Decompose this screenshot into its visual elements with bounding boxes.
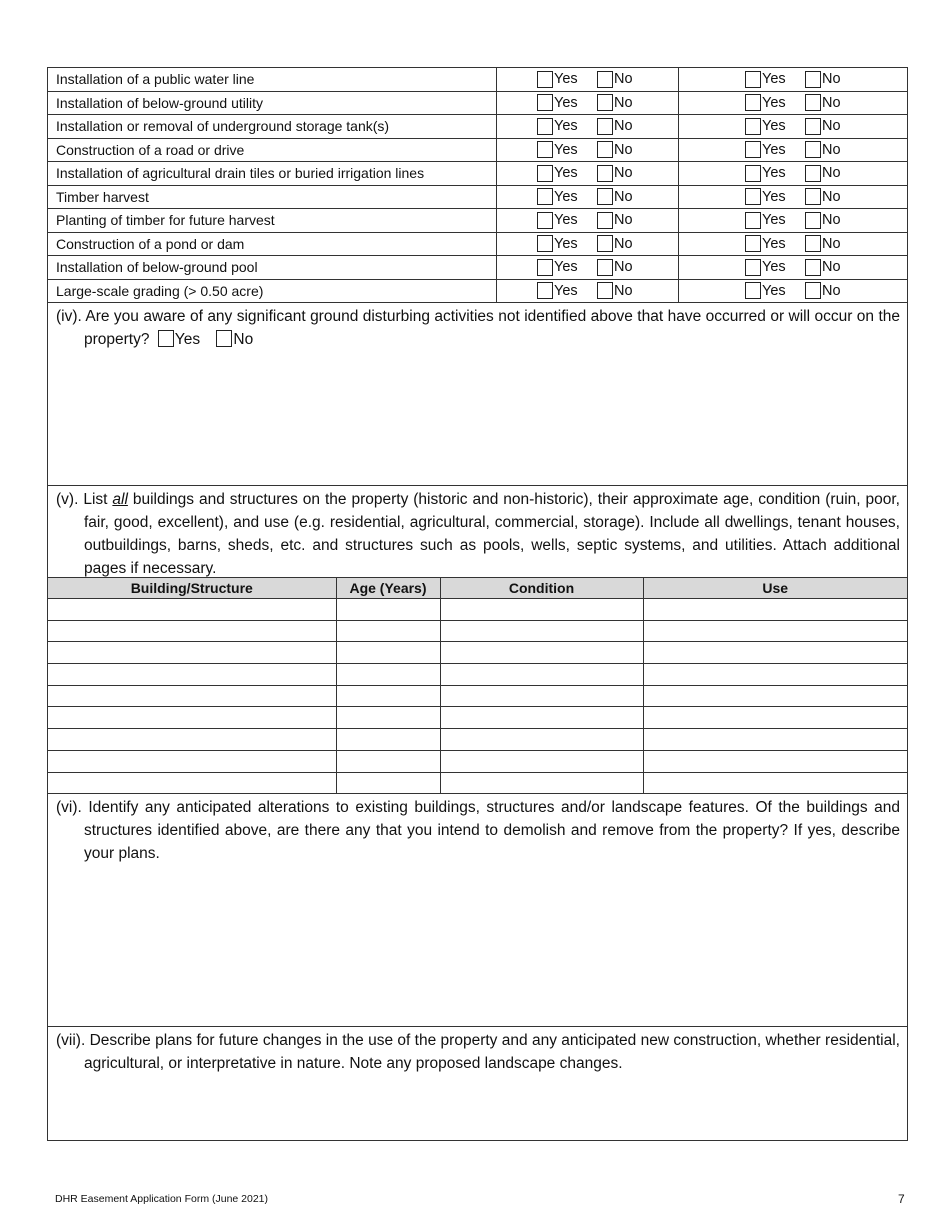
yes-checkbox[interactable] [745,188,761,205]
no-checkbox[interactable] [597,212,613,229]
yes-label: Yes [554,188,578,205]
building-table-column-header: Use [643,578,907,599]
question-vi [48,794,907,1027]
no-checkbox[interactable] [597,282,613,299]
question-iv-text: (iv). Are you aware of any significant ground disturbing activities not identified above that have occurred or will occur on the property? [56,308,900,348]
table-row [48,685,907,707]
table-cell[interactable] [440,642,643,664]
no-checkbox[interactable] [597,165,613,182]
table-cell[interactable] [336,729,440,751]
no-label: No [614,165,633,182]
activity-planned-column [679,162,907,185]
table-cell[interactable] [48,599,336,621]
table-cell[interactable] [336,620,440,642]
yes-label: Yes [554,94,578,111]
question-iv-no-label: No [233,331,254,348]
no-label: No [614,212,633,229]
activity-row [48,162,907,186]
no-label: No [822,212,841,229]
table-cell[interactable] [643,729,907,751]
no-label: No [614,94,633,111]
yes-label: Yes [554,118,578,135]
yes-label: Yes [554,282,578,299]
no-label: No [822,282,841,299]
yes-label: Yes [762,165,786,182]
no-checkbox[interactable] [805,94,821,111]
question-vii [48,1027,907,1140]
no-label: No [822,71,841,88]
yes-label: Yes [554,71,578,88]
no-label: No [822,141,841,158]
question-v [48,486,907,577]
question-v-emphasis: all [112,491,128,508]
yes-checkbox[interactable] [537,165,553,182]
yes-label: Yes [762,94,786,111]
table-cell[interactable] [643,685,907,707]
question-v-text: buildings and structures on the property (historic and non-historic), their approximate age, condition (ruin, poor, fair, good, excellent), and use (e.g. residential, agricultural, commercial, storage). Include all dwellings, tenant houses, outbuildings, barns, sheds, etc. and structures such as pools, wells, septic systems, and utilities. Attach additional pages if necessary. [84,491,900,577]
yes-checkbox[interactable] [745,165,761,182]
table-cell[interactable] [643,750,907,772]
no-label: No [822,118,841,135]
yes-label: Yes [554,235,578,252]
building-table-column-header: Age (Years) [336,578,440,599]
building-table [48,577,907,794]
no-label: No [614,118,633,135]
table-cell[interactable] [643,664,907,686]
yes-label: Yes [762,188,786,205]
activity-list [48,68,907,303]
no-label: No [822,235,841,252]
table-cell[interactable] [643,772,907,794]
no-checkbox[interactable] [597,235,613,252]
table-cell[interactable] [440,599,643,621]
yes-checkbox[interactable] [537,259,553,276]
yes-checkbox[interactable] [537,141,553,158]
activity-row [48,92,907,116]
yes-checkbox[interactable] [745,71,761,88]
activity-row [48,115,907,139]
table-cell[interactable] [48,729,336,751]
activity-planned-column [679,209,907,232]
yes-label: Yes [762,212,786,229]
building-table-header [48,578,907,599]
question-iv-yes-checkbox[interactable] [158,330,174,347]
question-v-prefix: (v). List [56,491,113,508]
yes-label: Yes [762,141,786,158]
no-checkbox[interactable] [597,94,613,111]
no-label: No [822,259,841,276]
yes-label: Yes [554,212,578,229]
activity-label: Planting of timber for future harvest [48,209,497,232]
no-checkbox[interactable] [805,165,821,182]
table-cell[interactable] [643,599,907,621]
yes-checkbox[interactable] [745,141,761,158]
no-checkbox[interactable] [805,235,821,252]
activity-label: Installation of below-ground utility [48,92,497,115]
no-label: No [614,71,633,88]
table-cell[interactable] [48,750,336,772]
no-label: No [822,165,841,182]
table-row [48,707,907,729]
yes-checkbox[interactable] [745,212,761,229]
table-cell[interactable] [336,599,440,621]
footer-page-number: 7 [898,1192,905,1206]
table-cell[interactable] [440,750,643,772]
table-cell[interactable] [48,772,336,794]
table-row [48,750,907,772]
yes-checkbox[interactable] [745,282,761,299]
no-checkbox[interactable] [805,212,821,229]
yes-label: Yes [762,259,786,276]
activity-label: Installation of a public water line [48,68,497,91]
activity-occurred-column [497,68,679,91]
no-label: No [614,141,633,158]
question-vi-text: (vi). Identify any anticipated alterations to existing buildings, structures and/or landscape features. Of the buildings and structures identified above, are there any that you intend to demolish and remove from the property? If yes, describe your plans. [56,799,900,863]
table-cell[interactable] [336,642,440,664]
table-cell[interactable] [336,707,440,729]
activity-row [48,68,907,92]
table-cell[interactable] [48,707,336,729]
activity-planned-column [679,233,907,256]
activity-row [48,139,907,163]
table-cell[interactable] [336,664,440,686]
table-cell[interactable] [336,772,440,794]
yes-checkbox[interactable] [537,235,553,252]
table-cell[interactable] [440,620,643,642]
building-table-column-header: Condition [440,578,643,599]
activity-label: Installation of agricultural drain tiles or buried irrigation lines [48,162,497,185]
yes-checkbox[interactable] [537,71,553,88]
activity-label: Installation of below-ground pool [48,256,497,279]
table-cell[interactable] [48,620,336,642]
table-cell[interactable] [336,685,440,707]
activity-occurred-column [497,139,679,162]
yes-label: Yes [762,71,786,88]
no-checkbox[interactable] [597,71,613,88]
activity-occurred-column [497,209,679,232]
activity-occurred-column [497,92,679,115]
yes-checkbox[interactable] [537,188,553,205]
activity-row [48,209,907,233]
no-label: No [822,188,841,205]
activity-planned-column [679,280,907,303]
no-checkbox[interactable] [597,141,613,158]
table-row [48,599,907,621]
activity-row [48,186,907,210]
activity-label: Construction of a pond or dam [48,233,497,256]
question-vii-text: (vii). Describe plans for future changes in the use of the property and any anticipated new construction, whether residential, agricultural, or interpretative in nature. Note any proposed landscape changes. [56,1032,900,1073]
table-cell[interactable] [643,620,907,642]
activity-label: Installation or removal of underground storage tank(s) [48,115,497,138]
table-row [48,620,907,642]
yes-checkbox[interactable] [745,118,761,135]
activity-occurred-column [497,233,679,256]
yes-checkbox[interactable] [537,282,553,299]
activity-label: Timber harvest [48,186,497,209]
yes-label: Yes [762,118,786,135]
footer-form-name: DHR Easement Application Form (June 2021) [55,1193,269,1205]
no-checkbox[interactable] [805,141,821,158]
activity-planned-column [679,92,907,115]
activity-row [48,256,907,280]
table-cell[interactable] [336,750,440,772]
no-checkbox[interactable] [805,188,821,205]
table-cell[interactable] [643,707,907,729]
activity-occurred-column [497,280,679,303]
yes-label: Yes [554,141,578,158]
no-label: No [822,94,841,111]
activity-row [48,280,907,304]
table-cell[interactable] [48,685,336,707]
building-table-column-header: Building/Structure [48,578,336,599]
question-iv [48,303,907,486]
no-checkbox[interactable] [597,118,613,135]
activity-label: Large-scale grading (> 0.50 acre) [48,280,497,303]
yes-label: Yes [554,259,578,276]
yes-checkbox[interactable] [745,235,761,252]
activity-occurred-column [497,115,679,138]
table-row [48,729,907,751]
activity-planned-column [679,139,907,162]
table-cell[interactable] [48,642,336,664]
table-cell[interactable] [48,664,336,686]
activity-label: Construction of a road or drive [48,139,497,162]
no-checkbox[interactable] [805,118,821,135]
yes-checkbox[interactable] [537,94,553,111]
no-checkbox[interactable] [597,259,613,276]
table-cell[interactable] [440,707,643,729]
no-label: No [614,282,633,299]
yes-checkbox[interactable] [537,118,553,135]
yes-checkbox[interactable] [745,259,761,276]
activity-row [48,233,907,257]
table-cell[interactable] [440,772,643,794]
no-label: No [614,259,633,276]
table-row [48,664,907,686]
no-checkbox[interactable] [597,188,613,205]
activity-occurred-column [497,256,679,279]
activity-occurred-column [497,162,679,185]
yes-checkbox[interactable] [537,212,553,229]
no-checkbox[interactable] [805,282,821,299]
table-row [48,642,907,664]
no-label: No [614,188,633,205]
no-label: No [614,235,633,252]
table-cell[interactable] [440,664,643,686]
activity-occurred-column [497,186,679,209]
table-cell[interactable] [440,685,643,707]
question-iv-yes-label: Yes [174,331,201,348]
yes-label: Yes [762,235,786,252]
table-cell[interactable] [440,729,643,751]
no-checkbox[interactable] [805,71,821,88]
activity-planned-column [679,68,907,91]
no-checkbox[interactable] [805,259,821,276]
form-frame [47,67,908,1141]
yes-label: Yes [554,165,578,182]
question-iv-no-checkbox[interactable] [216,330,232,347]
activity-planned-column [679,115,907,138]
activity-planned-column [679,186,907,209]
yes-label: Yes [762,282,786,299]
activity-planned-column [679,256,907,279]
table-row [48,772,907,794]
yes-checkbox[interactable] [745,94,761,111]
table-cell[interactable] [643,642,907,664]
